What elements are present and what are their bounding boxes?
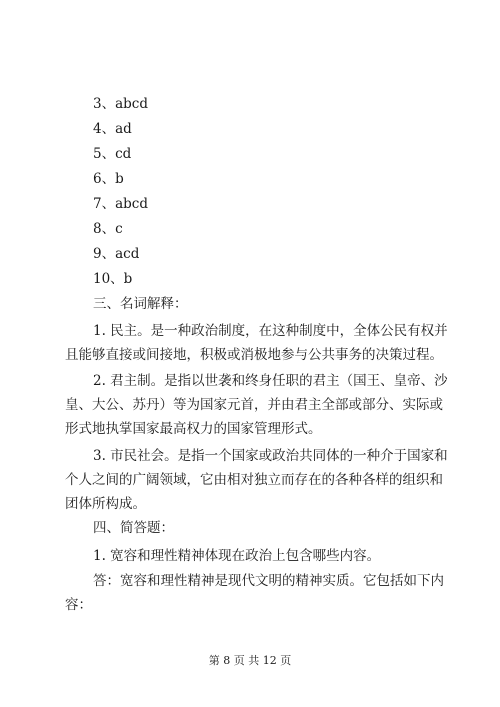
text-line: 1. 民主。是一种政治制度，在这种制度中，全体公民有权并 (93, 323, 448, 339)
page-footer: 第 8 页 共 12 页 (208, 654, 292, 667)
list-item: 5、cd (93, 146, 132, 162)
list-item: 4、ad (93, 121, 132, 137)
section-heading-short-answer: 四、简答题： (93, 520, 174, 536)
term-definition-monarchy (65, 369, 448, 441)
term-definition-civil-society (65, 444, 448, 516)
question-1 (65, 544, 445, 568)
list-item: 7、abcd (93, 196, 148, 212)
text-line: 答：宽容和理性精神是现代文明的精神实质。它包括如下内 (93, 573, 444, 589)
term-definition-democracy (65, 319, 448, 367)
text-line: 3. 市民社会。是指一个国家或政治共同体的一种介于国家和 (93, 448, 448, 464)
list-item: 6、b (93, 171, 124, 187)
answer-1 (65, 569, 445, 617)
text-line: 且能够直接或间接地，积极或消极地参与公共事务的决策过程。 (65, 347, 443, 363)
list-item: 9、acd (93, 246, 140, 262)
list-item: 8、c (93, 221, 123, 237)
answer-list (93, 92, 148, 292)
list-item: 10、b (93, 271, 133, 287)
text-line: 皇、大公、苏丹）等为国家元首，并由君主全部或部分、实际或 (65, 397, 443, 413)
text-line: 2. 君主制。是指以世袭和终身任职的君主（国王、皇帝、沙 (93, 373, 448, 389)
text-line: 个人之间的广阔领域，它由相对独立而存在的各种各样的组织和 (65, 472, 443, 488)
text-line: 团体所构成。 (65, 496, 146, 512)
text-line: 容： (65, 597, 92, 613)
list-item: 3、abcd (93, 96, 148, 112)
text-line: 1. 宽容和理性精神体现在政治上包含哪些内容。 (93, 548, 381, 564)
text-line: 形式地执掌国家最高权力的国家管理形式。 (65, 421, 322, 437)
section-heading-terms: 三、名词解释： (93, 296, 188, 312)
